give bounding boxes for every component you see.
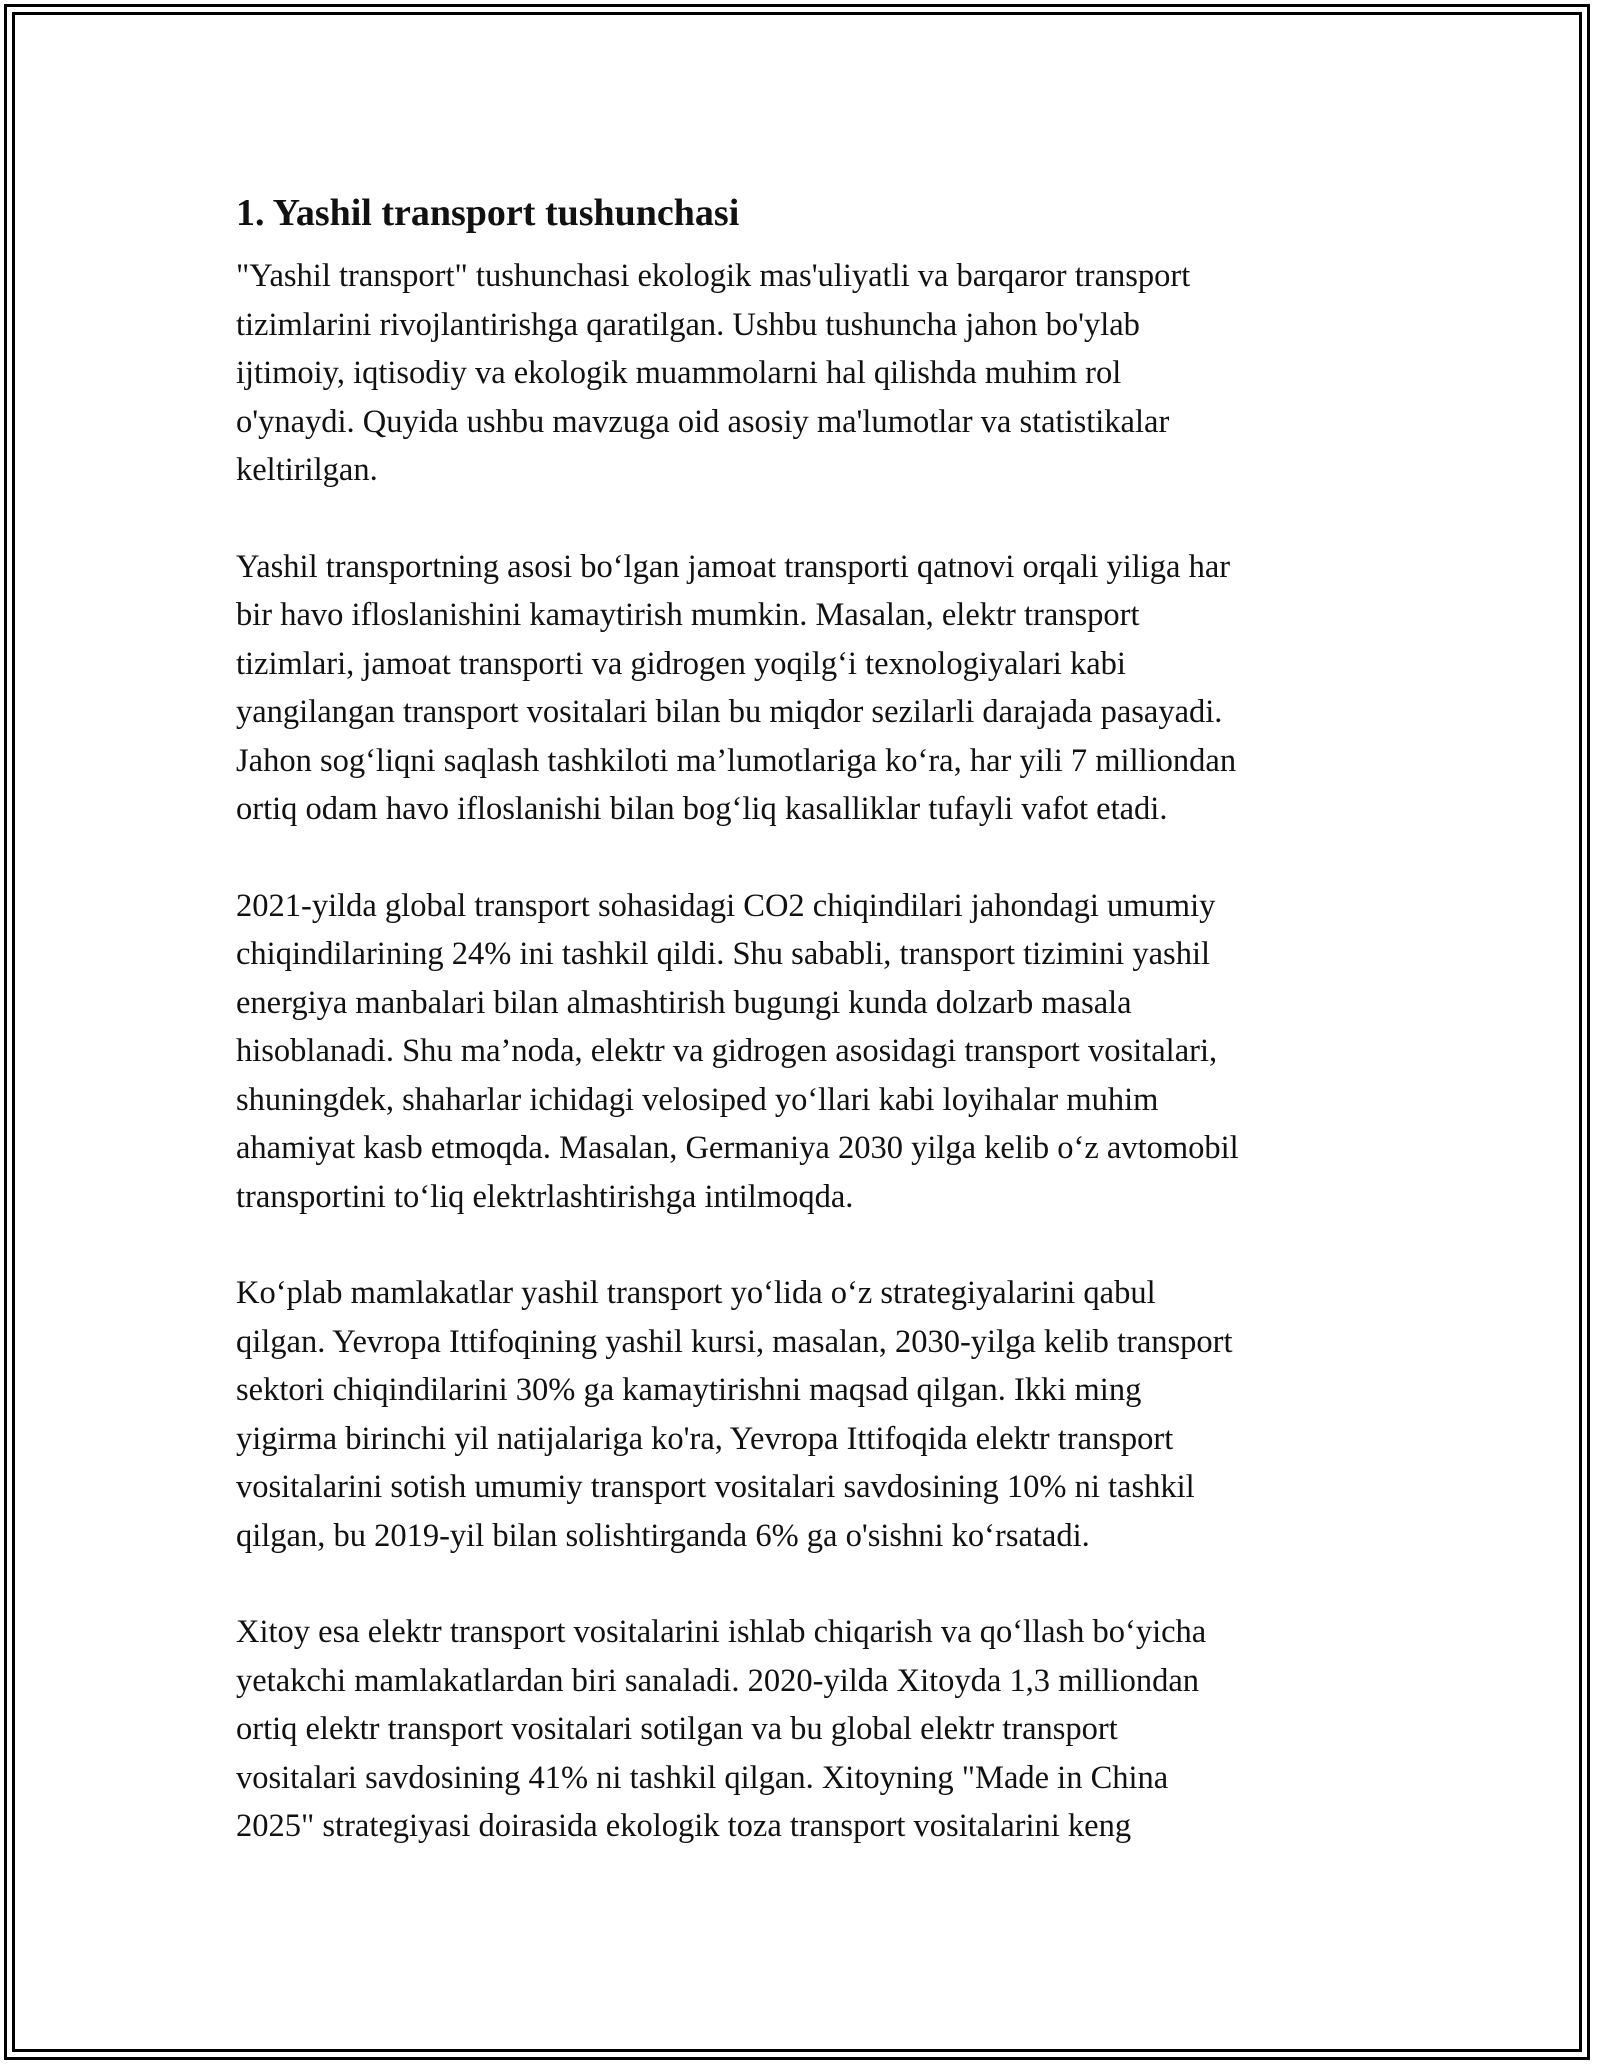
text-line: 2021-yilda global transport sohasidagi CO2 chiqindilari jahondagi umumiy [236,887,1216,924]
text-line: sektori chiqindilarini 30% ga kamaytirishni maqsad qilgan. Ikki ming [236,1372,1142,1408]
paragraph-co2-emissions [236,882,1376,1222]
paragraph-eu-strategy [236,1269,1376,1560]
text-line: bir havo ifloslanishini kamaytirish mumkin. Masalan, elektr transport [236,597,1140,633]
text-line: qilgan. Yevropa Ittifoqining yashil kursi, masalan, 2030-yilga kelib transport [236,1323,1233,1360]
text-line: o'ynaydi. Quyida ushbu mavzuga oid asosiy ma'lumotlar va statistikalar [236,403,1170,440]
text-line: ortiq odam havo ifloslanishi bilan bog‘liq kasalliklar tufayli vafot etadi. [236,791,1168,827]
text-line: Jahon sog‘liqni saqlash tashkiloti ma’lumotlariga ko‘ra, har yili 7 milliondan [236,742,1237,779]
text-line: ortiq elektr transport vositalari sotilgan va bu global elektr transport [236,1711,1118,1747]
text-line: tizimlari, jamoat transporti va gidrogen yoqilg‘i texnologiyalari kabi [236,645,1126,682]
text-line: tizimlarini rivojlantirishga qaratilgan. Ushbu tushuncha jahon bo'ylab [236,306,1140,343]
text-line: energiya manbalari bilan almashtirish bugungi kunda dolzarb masala [236,984,1132,1021]
paragraph-intro [236,252,1376,495]
text-line: transportini to‘liq elektrlashtirishga intilmoqda. [236,1178,854,1215]
text-line: "Yashil transport" tushunchasi ekologik mas'uliyatli va barqaror transport [236,258,1191,294]
text-line: keltirilgan. [236,452,378,488]
text-line: yangilangan transport vositalari bilan bu miqdor sezilarli darajada pasayadi. [236,694,1223,730]
text-line: Ko‘plab mamlakatlar yashil transport yo‘lida o‘z strategiyalarini qabul [236,1275,1156,1311]
paragraph-china [236,1608,1376,1851]
text-line: 2025" strategiyasi doirasida ekologik toza transport vositalarini keng [236,1808,1132,1844]
text-line: vositalari savdosining 41% ni tashkil qilgan. Xitoyning "Made in China [236,1759,1169,1796]
text-line: yetakchi mamlakatlardan biri sanaladi. 2020-yilda Xitoyda 1,3 milliondan [236,1662,1200,1699]
text-line: Xitoy esa elektr transport vositalarini ishlab chiqarish va qo‘llash bo‘yicha [236,1614,1207,1650]
text-line: qilgan, bu 2019-yil bilan solishtirganda 6% ga o'sishni ko‘rsatadi. [236,1517,1090,1554]
document-body [236,186,1376,1899]
text-line: vositalarini sotish umumiy transport vositalari savdosining 10% ni tashkil [236,1469,1195,1505]
section-heading: 1. Yashil transport tushunchasi [236,192,740,234]
text-line: Yashil transportning asosi bo‘lgan jamoat transporti qatnovi orqali yiliga har [236,548,1231,585]
text-line: shuningdek, shaharlar ichidagi velosiped yo‘llari kabi loyihalar muhim [236,1081,1159,1118]
text-line: ijtimoiy, iqtisodiy va ekologik muammolarni hal qilishda muhim rol [236,355,1122,391]
text-line: hisoblanadi. Shu ma’noda, elektr va gidrogen asosidagi transport vositalari, [236,1033,1218,1069]
paragraph-public-transport [236,543,1376,834]
text-line: ahamiyat kasb etmoqda. Masalan, Germaniya 2030 yilga kelib o‘z avtomobil [236,1130,1239,1166]
text-line: chiqindilarining 24% ini tashkil qildi. Shu sababli, transport tizimini yashil [236,936,1211,972]
text-line: yigirma birinchi yil natijalariga ko'ra, Yevropa Ittifoqida elektr transport [236,1420,1174,1457]
